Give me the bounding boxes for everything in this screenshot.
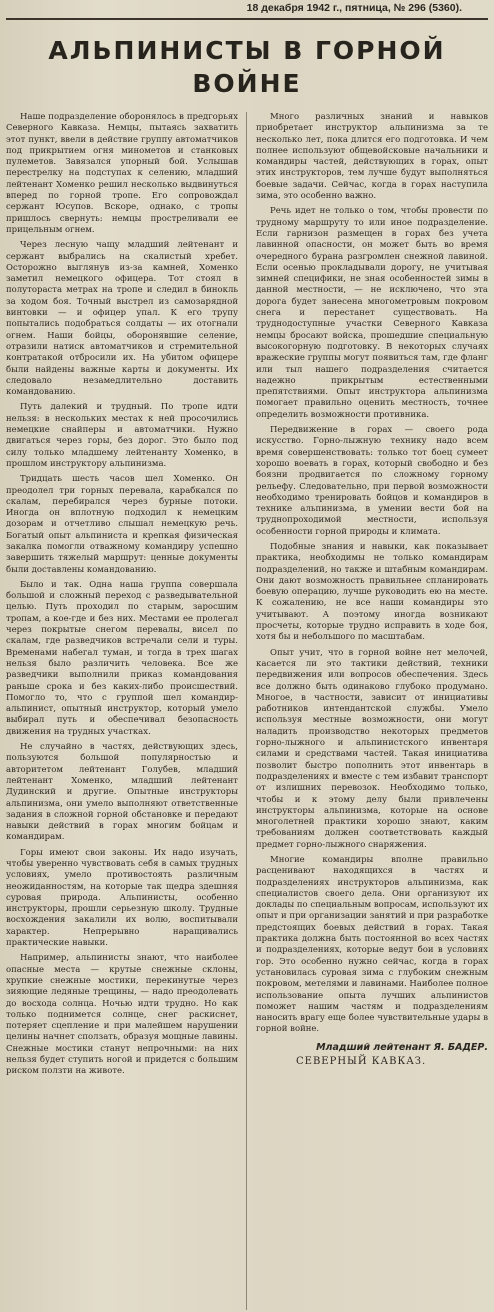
article-headline <box>6 34 488 100</box>
paragraph: Многие командиры вполне правильно расценивают находящихся в частях и подразделениях инструкторов альпинизма, как специалистов своего дела. Они организуют их доклады по специальным вопросам, используют их опыт и при организации занятий и при разработке предстоящих боевых действий в горах. Такая практика должна быть постоянной во всех частях и подразделениях, которые ведут бои в условиях гор. Это особенно нужно сейчас, когда в горах установилась суровая зима с глубоким снежным покровом, метелями и лавинами. Наиболее полное использование опыта лучших альпинистов поможет нашим частям и подразделениям наносить врагу еще более чувствительные удары в горной войне. <box>256 855 488 1035</box>
paragraph: Речь идет не только о том, чтобы провести по трудному маршруту то или иное подразделение. Если гарнизон размещен в горах без учета лавинной опасности, он может быть во время очередного бурана разгромлен снежной лавиной. Если осенью прокладывали дорогу, не учитывая зимней специфики, не зная особенностей зимы в данной местности, — не исключено, что эта дорога будет занесена многометровым покровом снега и перестанет существовать. На труднодоступные участки Северного Кавказа немцы бросают войска, прошедшие специальную высокогорную подготовку. В некоторых случаях вражеские группы могут появиться там, где фланг или тыл нашего подразделения считается надежно прикрытым естественными препятствиями. Опыт инструктора альпинизма помогает правильно оценить местность, точнее определить возможности противника. <box>256 206 488 420</box>
paragraph: Подобные знания и навыки, как показывает практика, необходимы не только командирам подразделений, но также и штабным командирам. Они дают возможность правильнее спланировать боевую операцию, лучше руководить ею на месте. К сожалению, не все наши командиры это учитывают. А поэтому иногда возникают просчеты, которые трудно исправить в ходе боя, хотя бы и небольшого по масштабам. <box>256 541 488 643</box>
dateline-location: СЕВЕРНЫЙ КАВКАЗ. <box>296 1055 427 1067</box>
paragraph: Было и так. Одна наша группа совершала большой и сложный переход с разведывательной целью. Путь проходил по старым, заросшим тропам, а кое-где и без них. Местами ее пролегал через покрытые снегом перевалы, висел по скалам, где разведчиков встречали сели и туры. Временами набегал туман, и тогда в трех шагах нельзя было различить человека. Все же разведчики выполнили приказ командования раньше срока и без каких-либо происшествий. Помогло то, что с группой шел командир-альпинист, опытный инструктор, который умело выбирал путь и обеспечивал безопасность движения на трудных участках. <box>6 579 238 737</box>
paragraph: Наше подразделение оборонялось в предгорьях Северного Кавказа. Немцы, пытаясь захватить этот пункт, ввели в действие группу автоматчиков под прикрытием огня минометов и станковых пулеметов. Завязался упорный бой. Услышав перестрелку на подступах к селению, младший лейтенант Хоменко решил несколько выдвинуться вперед по горной тропе. Его сопровождал сержант Юсупов. Вскоре, однако, с тропы пришлось свернуть: немцы простреливали ее прицельным огнем. <box>6 112 238 235</box>
paragraph: Много различных знаний и навыков приобретает инструктор альпинизма за те несколько лет, пока длится его подготовка. И чем полнее используют общевойсковые начальники и командиры частей, действующих в горах, опыт этих инструкторов, тем лучше будут выполняться боевые задачи. Сейчас, когда в горах наступила зима, это особенно важно. <box>256 112 488 202</box>
headline-line-2: ВОЙНЕ <box>192 69 302 98</box>
paragraph: Тридцать шесть часов шел Хоменко. Он преодолел три горных перевала, карабкался по скалам, перебирался через бурные потоки. Иногда он вплотную подходил к немецким дозорам и отчетливо слышал немецкую речь. Богатый опыт альпиниста и крепкая физическая закалка помогли отважному командиру успешно завершить тяжелый маршрут: ценные документы были доставлены командованию. <box>6 474 238 575</box>
paragraph: Через лесную чащу младший лейтенант и сержант выбрались на скалистый хребет. Осторожно выглянув из-за камней, Хоменко заметил немецкого офицера. Тот стоял в полутораста метрах на тропе и следил в бинокль за ходом боя. Точный выстрел из самозарядной винтовки — и офицер упал. К его трупу попытались подобраться солдаты — их отогнали огнем. Наши бойцы, оборонявшие селение, отразили натиск автоматчиков и стремительной контратакой отбросили их. На убитом офицере были найдены важные карты и документы. Их следовало незамедлительно доставить командованию. <box>6 240 238 398</box>
left-column <box>6 112 238 1310</box>
column-divider <box>246 112 247 1310</box>
paragraph: Горы имеют свои законы. Их надо изучать, чтобы уверенно чувствовать себя в самых трудных условиях, умело противостоять различным неожиданностям, на которые так щедра здешняя суровая природа. Альпинисты, особенно инструкторы, прошли серьезную школу. Трудные восхождения закалили их волю, воспитывали характер. Непрерывно наращивались практические навыки. <box>6 847 238 949</box>
paragraph: Например, альпинисты знают, что наиболее опасные места — крутые снежные склоны, хрупкие снежные мостики, перекинутые через зияющие ледяные трещины, — надо преодолевать до восхода солнца. Ночью идти трудно. Но как только поднимется солнце, снег раскиснет, потеряет сцепление и при малейшем нарушении целины начнет сползать, образуя мощные лавины. Снежные мостики станут непрочными: на них нельзя будет ступить ногой и придется с большим риском ползти на животе. <box>6 953 238 1077</box>
masthead-issue-line: 18 декабря 1942 г., пятница, № 296 (5360). <box>6 0 488 20</box>
headline-line-1: АЛЬПИНИСТЫ В ГОРНОЙ <box>48 36 446 65</box>
paragraph: Путь далекий и трудный. По тропе идти нельзя: в нескольких местах к ней просочились немецкие снайперы и автоматчики. Нужно двигаться через горы, без дорог. Это было под силу только младшему лейтенанту Хоменко, в прошлом инструктору альпинизма. <box>6 402 238 469</box>
paragraph: Не случайно в частях, действующих здесь, пользуются большой популярностью и авторитетом лейтенант Голубев, младший лейтенант Хоменко, младший лейтенант Дудинский и другие. Опытные инструкторы альпинизма, они умело выполняют ответственные задания в сложной горной обстановке и передают навыки действий в горах многим бойцам и командирам. <box>6 742 238 843</box>
author-signature: Младший лейтенант Я. БАДЕР. <box>316 1041 488 1053</box>
paragraph: Передвижение в горах — своего рода искусство. Горно-лыжную технику надо всем время совершенствовать: только тот боец сумеет хорошо воевать в горах, который свободно и без боязни продвигается по сложному горному рельефу. Следовательно, при первой возможности необходимо тренировать бойцов и командиров в технике альпинизма, в умении вести бой на труднопроходимой местности, используя особенности горной природы и климата. <box>256 425 488 537</box>
right-column <box>256 112 488 1310</box>
paragraph: Опыт учит, что в горной войне нет мелочей, касается ли это тактики действий, техники передвижения или вопросов обеспечения. Здесь все должно быть одинаково глубоко продумано. Многое, в частности, зависит от инициативы работников интендантской службы. Умело используя местные возможности, они могут наладить производство некоторых предметов горно-лыжного и альпинистского инвентаря силами и средствами частей. Такая инициатива позволит быстро пополнить этот инвентарь в подразделениях и вместе с тем избавит транспорт от излишних перевозок. Необходимо только, чтобы и к этому делу были привлечены инструкторы альпинизма, которые на основе многолетней практики хорошо знают, каким требованиям должен соответствовать каждый предмет горно-лыжного снаряжения. <box>256 647 488 850</box>
